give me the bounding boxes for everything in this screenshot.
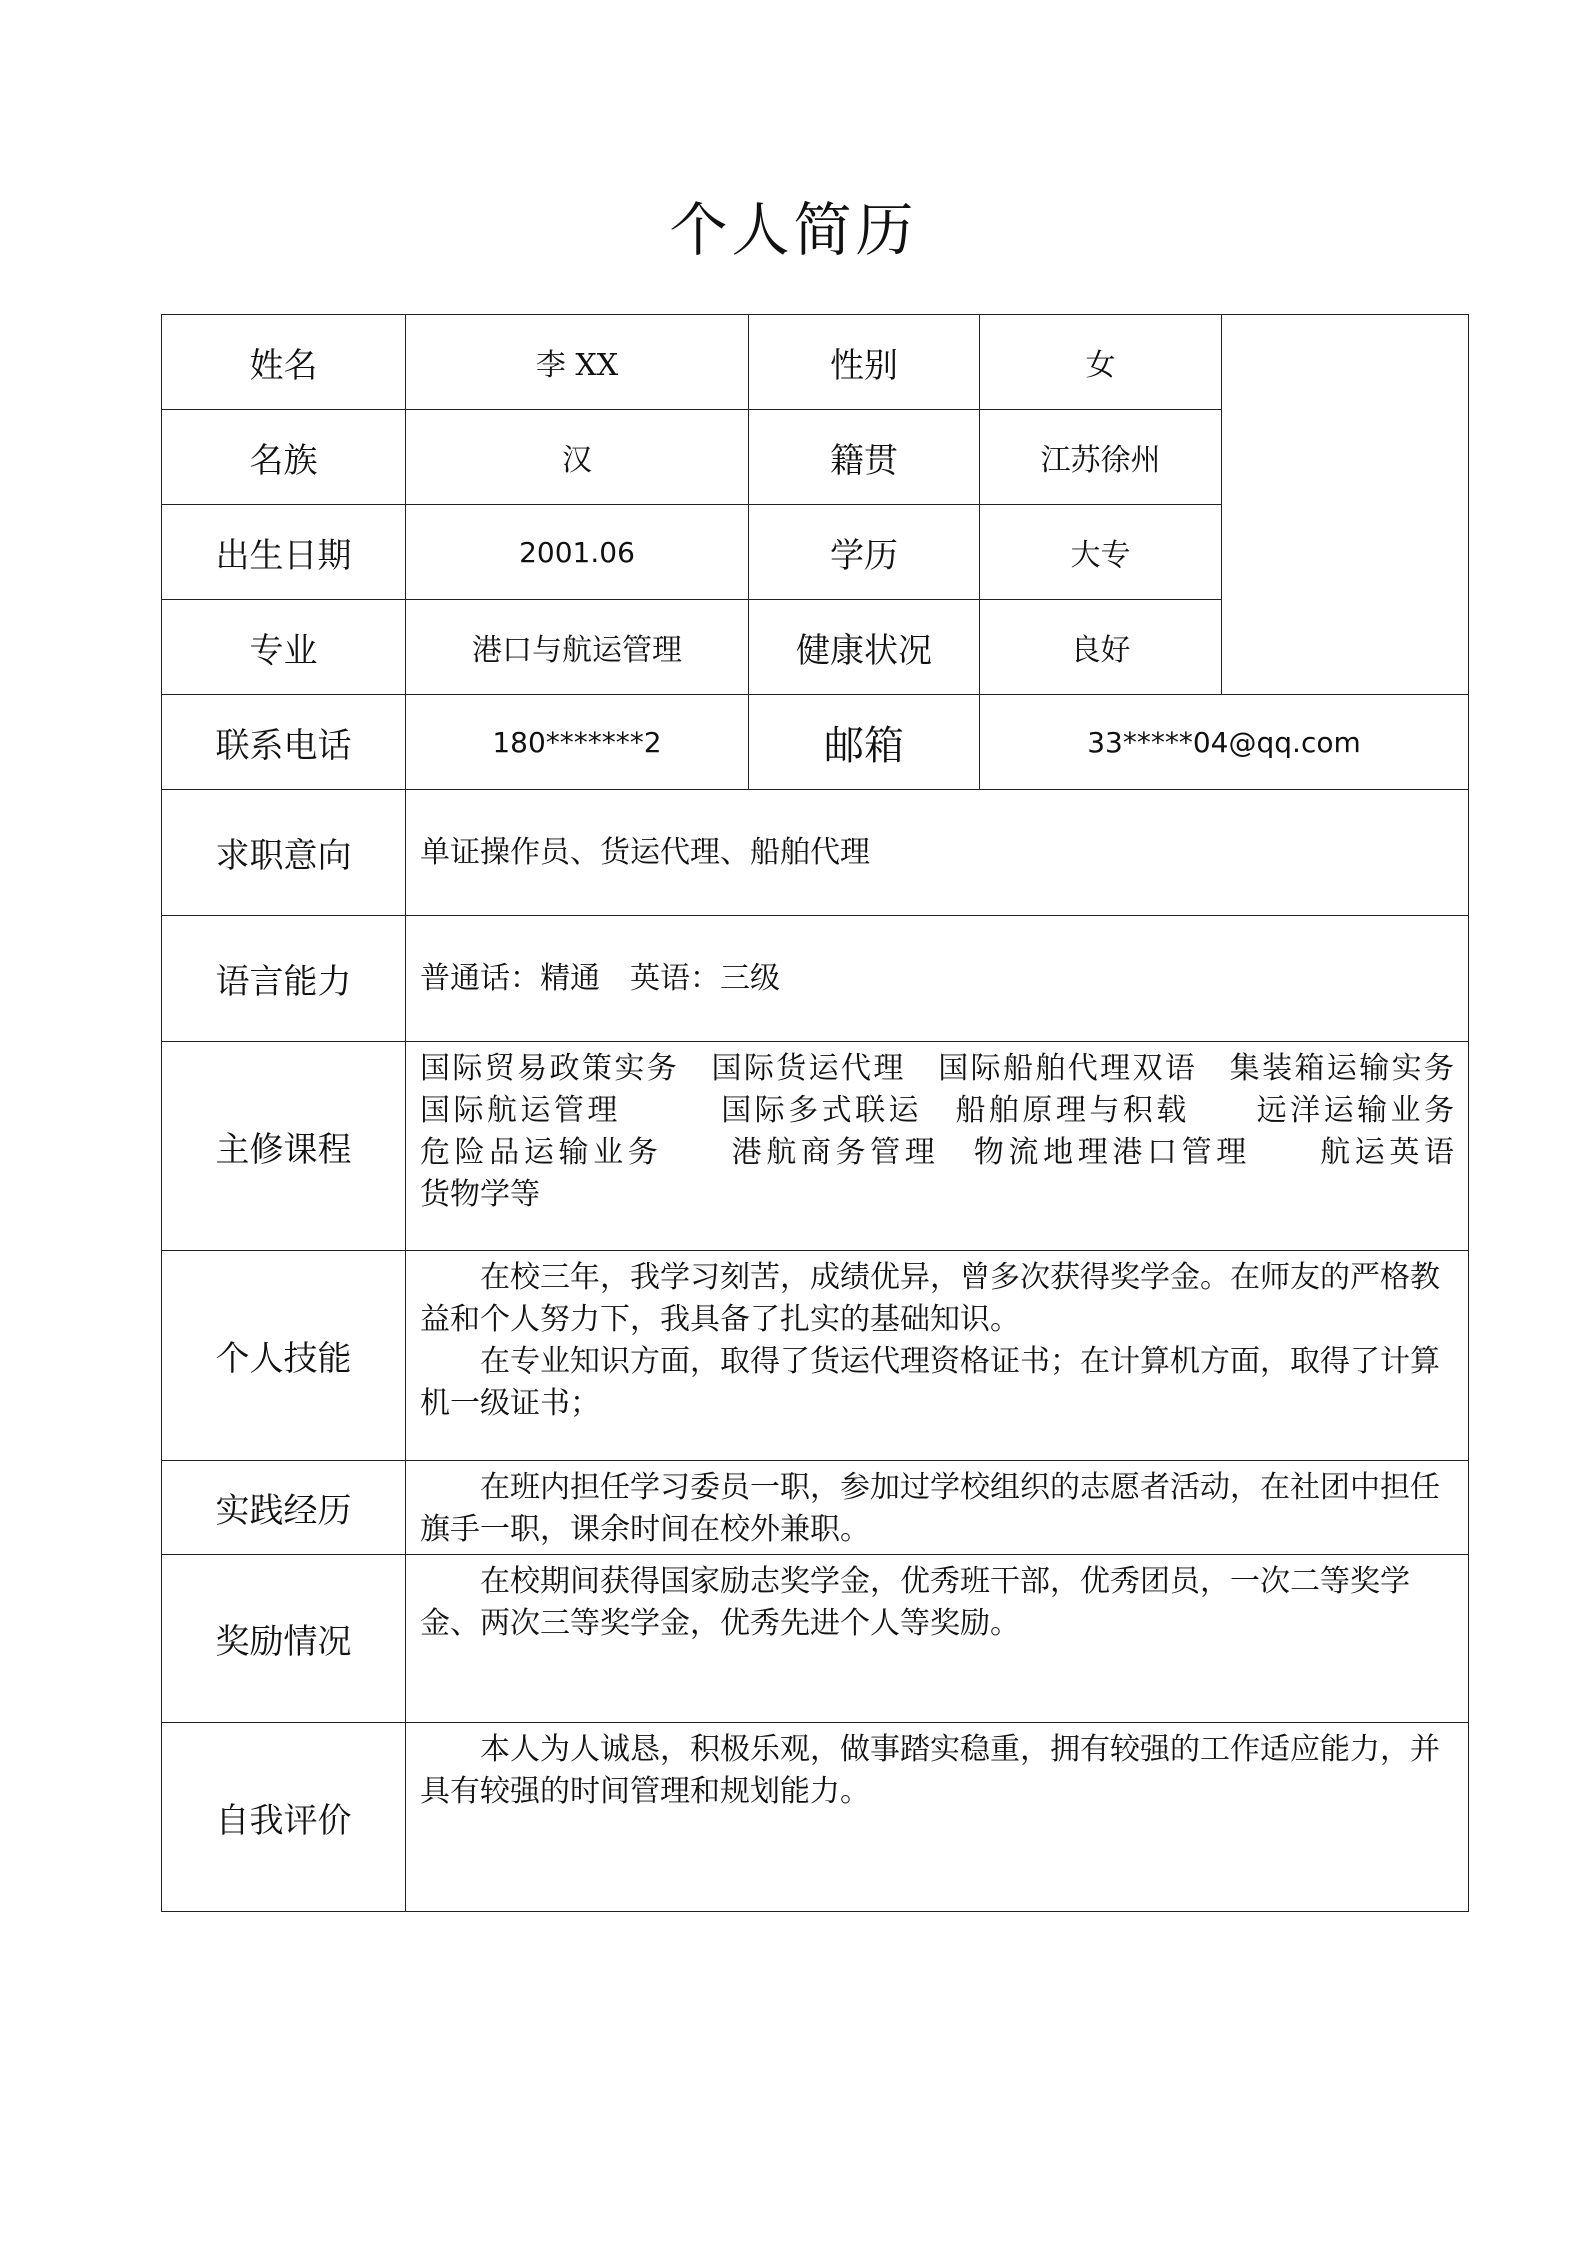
photo-area <box>1222 315 1469 695</box>
course-line: 货物学等 <box>420 1177 540 1212</box>
ethnicity-label: 名族 <box>162 410 406 505</box>
health-label: 健康状况 <box>749 600 980 695</box>
course-line: 危险品运输业务 港航商务管理 物流地理港口管理 航运英语 <box>420 1135 1454 1170</box>
email-label: 邮箱 <box>749 695 980 790</box>
phone-value: 180*******2 <box>406 695 749 790</box>
language-text: 普通话：精通 英语：三级 <box>406 916 1469 1042</box>
education-label: 学历 <box>749 505 980 600</box>
skills-text <box>406 1251 1469 1461</box>
course-line: 国际航运管理 国际多式联运 船舶原理与积载 远洋运输业务 <box>420 1093 1454 1128</box>
name-label: 姓名 <box>162 315 406 410</box>
self-eval-paragraph: 本人为人诚恳，积极乐观，做事踏实稳重，拥有较强的工作适应能力，并具有较强的时间管理和规划能力。 <box>420 1732 1440 1809</box>
email-value: 33*****04@qq.com <box>980 695 1469 790</box>
row-awards <box>162 1555 1469 1723</box>
row-self-eval <box>162 1723 1469 1912</box>
birth-value: 2001.06 <box>406 505 749 600</box>
skills-paragraph: 在校三年，我学习刻苦，成绩优异，曾多次获得奖学金。在师友的严格教益和个人努力下，我具备了扎实的基础知识。 <box>420 1260 1440 1337</box>
row-objective <box>162 790 1469 916</box>
language-label: 语言能力 <box>162 916 406 1042</box>
row-practice <box>162 1461 1469 1555</box>
awards-label: 奖励情况 <box>162 1555 406 1723</box>
birth-label: 出生日期 <box>162 505 406 600</box>
gender-label: 性别 <box>749 315 980 410</box>
practice-text <box>406 1461 1469 1555</box>
row-language <box>162 916 1469 1042</box>
row-contact <box>162 695 1469 790</box>
origin-value: 江苏徐州 <box>980 410 1222 505</box>
row-skills <box>162 1251 1469 1461</box>
courses-list <box>406 1042 1469 1251</box>
objective-label: 求职意向 <box>162 790 406 916</box>
resume-table <box>161 314 1469 1912</box>
gender-value: 女 <box>980 315 1222 410</box>
education-value: 大专 <box>980 505 1222 600</box>
awards-paragraph: 在校期间获得国家励志奖学金，优秀班干部，优秀团员，一次二等奖学金、两次三等奖学金，优秀先进个人等奖励。 <box>420 1564 1410 1641</box>
major-label: 专业 <box>162 600 406 695</box>
row-name <box>162 315 1469 410</box>
practice-paragraph: 在班内担任学习委员一职，参加过学校组织的志愿者活动，在社团中担任旗手一职，课余时间在校外兼职。 <box>420 1470 1440 1547</box>
self-eval-label: 自我评价 <box>162 1723 406 1912</box>
self-eval-text <box>406 1723 1469 1912</box>
row-courses <box>162 1042 1469 1251</box>
skills-paragraph: 在专业知识方面，取得了货运代理资格证书；在计算机方面，取得了计算机一级证书； <box>420 1344 1440 1421</box>
page-title: 个人简历 <box>669 196 918 264</box>
skills-label: 个人技能 <box>162 1251 406 1461</box>
awards-text <box>406 1555 1469 1723</box>
phone-label: 联系电话 <box>162 695 406 790</box>
origin-label: 籍贯 <box>749 410 980 505</box>
courses-label: 主修课程 <box>162 1042 406 1251</box>
health-value: 良好 <box>980 600 1222 695</box>
ethnicity-value: 汉 <box>406 410 749 505</box>
practice-label: 实践经历 <box>162 1461 406 1555</box>
major-value: 港口与航运管理 <box>406 600 749 695</box>
objective-text: 单证操作员、货运代理、船舶代理 <box>406 790 1469 916</box>
name-value: 李 XX <box>406 315 749 410</box>
course-line: 国际贸易政策实务 国际货运代理 国际船舶代理双语 集装箱运输实务 <box>420 1051 1454 1086</box>
